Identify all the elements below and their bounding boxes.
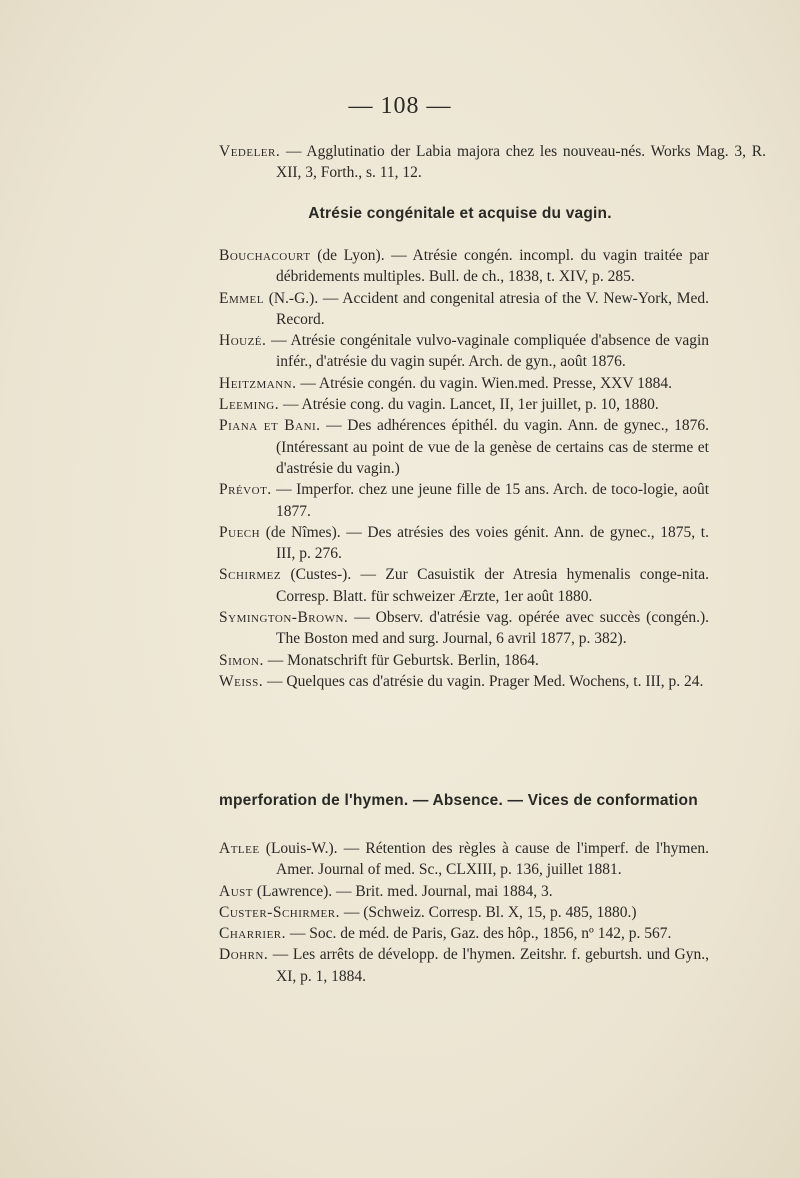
entry-author: Weiss. <box>219 672 264 690</box>
bibliography-entry <box>219 479 709 522</box>
bibliography-entry <box>219 607 709 650</box>
entry-author: Custer-Schirmer. <box>219 903 340 921</box>
bibliography-entry <box>219 881 709 902</box>
entry-author: Vedeler. <box>219 143 281 160</box>
bibliography-entry <box>219 394 709 415</box>
entry-text: — Soc. de méd. de Paris, Gaz. des hôp., 1856, nº 142, p. 567. <box>289 925 672 943</box>
entry-text: (de Nîmes). — Des atrésies des voies génit. Ann. de gynec., 1875, t. III, p. 276. <box>265 523 709 563</box>
entry-author: Symington-Brown. <box>219 609 349 627</box>
bibliography-entry <box>219 923 709 944</box>
entry-author: Aust <box>219 882 253 900</box>
entry-author: Emmel <box>219 289 264 307</box>
entry-author: Piana et Bani. <box>219 417 321 435</box>
entry-text: — Atrésie congén. du vagin. Wien.med. Presse, XXV 1884. <box>300 374 672 392</box>
entry-text: (Custes-). — Zur Casuistik der Atresia hymenalis conge-nita. Corresp. Blatt. für schweizer Ærzte, 1er août 1880. <box>276 566 710 605</box>
section-heading: Atrésie congénitale et acquise du vagin. <box>308 205 612 222</box>
bibliography-entry <box>219 838 709 881</box>
bibliography-entry <box>219 373 709 394</box>
entry-text: — Atrésie congénitale vulvo-vaginale compliquée d'absence de vagin infér., d'atrésie du vagin supér. Arch. de gyn., août 1876. <box>271 332 710 371</box>
entry-text: (Lawrence). — Brit. med. Journal, mai 1884, 3. <box>256 882 553 900</box>
entry-author: Bouchacourt <box>219 247 311 264</box>
entry-author: Leeming. <box>219 396 280 414</box>
entry-author: Schirmez <box>219 566 282 584</box>
entry-author: Atlee <box>219 840 260 857</box>
intro-section <box>0 141 800 184</box>
section-atresie <box>0 205 800 223</box>
entry-text: — Des adhérences épithél. du vagin. Ann. de gynec., 1876. (Intéressant au point de vue de la genèse de certains cas de sterme et d'astrésie du vagin.) <box>276 417 709 477</box>
entry-text: — Monatschrift für Geburtsk. Berlin, 1864. <box>267 651 539 669</box>
bibliography-entry <box>219 245 709 288</box>
bibliography-entry <box>219 671 709 692</box>
bibliography-entry <box>219 902 709 923</box>
entry-text: (N.-G.). — Accident and congenital atresia of the V. New-York, Med. Record. <box>268 289 709 328</box>
bibliography-entry <box>219 564 709 607</box>
section-heading: mperforation de l'hymen. — Absence. — Vices de conformation <box>219 792 698 809</box>
entry-author: Simon. <box>219 651 264 669</box>
bibliography-entry <box>219 141 766 184</box>
entry-author: Houzé. <box>219 332 267 350</box>
entry-text: (Louis-W.). — Rétention des règles à cause de l'imperf. de l'hymen. Amer. Journal of med. Sc., CLXIII, p. 136, juillet 1881. <box>265 840 709 879</box>
page-number: — 108 — <box>348 93 452 119</box>
entry-text: — Imperfor. chez une jeune fille de 15 ans. Arch. de toco-logie, août 1877. <box>276 481 710 520</box>
entry-text: — Quelques cas d'atrésie du vagin. Prager Med. Wochens, t. III, p. 24. <box>267 672 704 690</box>
entry-author: Prévot. <box>219 481 272 499</box>
section-imperforation-entries <box>0 838 800 987</box>
bibliography-entry <box>219 522 709 565</box>
entry-author: Dohrn. <box>219 946 269 964</box>
bibliography-entry <box>219 330 709 373</box>
entry-text: — Atrésie cong. du vagin. Lancet, II, 1er juillet, p. 10, 1880. <box>283 396 659 414</box>
entry-text: — (Schweiz. Corresp. Bl. X, 15, p. 485, 1880.) <box>343 903 637 921</box>
bibliography-entry <box>219 650 709 671</box>
entry-author: Heitzmann. <box>219 374 297 392</box>
entry-text: (de Lyon). — Atrésie congén. incompl. du vagin traitée par débridements multiples. Bull. de ch., 1838, t. XIV, p. 285. <box>276 247 709 286</box>
section-atresie-entries <box>0 245 800 692</box>
entry-author: Puech <box>219 523 261 541</box>
bibliography-entry <box>219 415 709 479</box>
section-imperforation <box>0 792 800 810</box>
bibliography-entry <box>219 944 709 987</box>
entry-text: — Observ. d'atrésie vag. opérée avec succès (congén.). The Boston med and surg. Journal, 6 avril 1877, p. 382). <box>276 609 709 648</box>
entry-author: Charrier. <box>219 925 286 943</box>
entry-text: — Agglutinatio der Labia majora chez les nouveau-nés. Works Mag. 3, R. XII, 3, Forth., s. 11, 12. <box>276 143 766 182</box>
entry-text: — Les arrêts de développ. de l'hymen. Zeitshr. f. geburtsh. und Gyn., XI, p. 1, 1884. <box>272 946 710 985</box>
bibliography-entry <box>219 288 709 331</box>
